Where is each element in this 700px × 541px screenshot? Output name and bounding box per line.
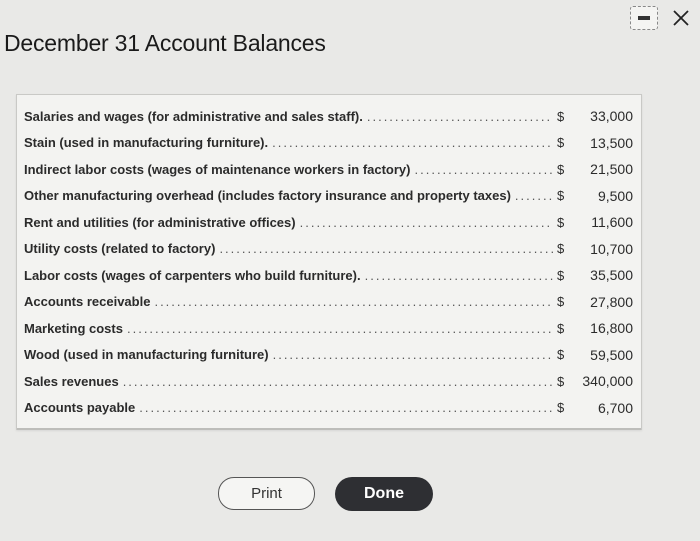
row-amount: 16,800 — [590, 320, 633, 337]
row-amount: 11,600 — [591, 214, 633, 231]
row-label: Salaries and wages (for administrative and sales staff). — [24, 108, 363, 124]
currency-symbol: $ — [557, 267, 565, 283]
table-row — [24, 315, 633, 342]
leader-dots — [139, 400, 553, 415]
row-amount: 13,500 — [590, 134, 633, 151]
leader-dots — [123, 374, 553, 389]
table-row — [24, 342, 633, 369]
close-icon — [672, 9, 690, 27]
table-rows — [24, 103, 633, 423]
row-amount: 33,000 — [590, 108, 633, 125]
row-amount: 59,500 — [590, 346, 633, 363]
done-button[interactable]: Done — [335, 477, 433, 511]
table-row — [24, 395, 633, 422]
leader-dots — [273, 347, 553, 362]
currency-symbol: $ — [557, 188, 565, 204]
leader-dots — [219, 241, 553, 256]
leader-dots — [367, 109, 553, 124]
currency-symbol: $ — [557, 373, 565, 389]
currency-symbol: $ — [557, 108, 565, 124]
row-amount: 21,500 — [590, 161, 633, 178]
leader-dots — [415, 162, 554, 177]
row-label: Indirect labor costs (wages of maintenance workers in factory) — [24, 161, 411, 177]
row-label: Stain (used in manufacturing furniture). — [24, 135, 269, 151]
row-label: Accounts receivable — [24, 294, 151, 310]
table-row — [24, 156, 633, 183]
row-amount: 10,700 — [590, 240, 633, 257]
leader-dots — [365, 268, 553, 283]
table-row — [24, 262, 633, 289]
row-label: Rent and utilities (for administrative offices) — [24, 214, 296, 230]
table-row — [24, 236, 633, 263]
leader-dots — [272, 135, 553, 150]
table-row — [24, 368, 633, 395]
row-amount: 35,500 — [590, 267, 633, 284]
minimize-icon — [638, 16, 650, 20]
leader-dots — [154, 294, 553, 309]
row-label: Other manufacturing overhead (includes factory insurance and property taxes) — [24, 188, 511, 204]
currency-symbol: $ — [557, 135, 565, 151]
row-label: Sales revenues — [24, 373, 119, 389]
currency-symbol: $ — [557, 161, 565, 177]
row-amount: 340,000 — [582, 373, 633, 390]
row-amount: 6,700 — [597, 399, 633, 416]
row-label: Utility costs (related to factory) — [24, 241, 216, 257]
window-controls — [630, 6, 692, 30]
row-label: Marketing costs — [24, 320, 123, 336]
row-label: Wood (used in manufacturing furniture) — [24, 347, 269, 363]
currency-symbol: $ — [557, 320, 565, 336]
page-title: December 31 Account Balances — [4, 30, 326, 56]
table-row — [24, 130, 633, 157]
print-button[interactable]: Print — [218, 477, 315, 510]
row-amount: 9,500 — [597, 187, 633, 204]
currency-symbol: $ — [557, 214, 565, 230]
leader-dots — [127, 321, 553, 336]
currency-symbol: $ — [557, 347, 565, 363]
currency-symbol: $ — [557, 241, 565, 257]
leader-dots — [300, 215, 553, 230]
table-row — [24, 209, 633, 236]
currency-symbol: $ — [557, 400, 565, 416]
row-label: Labor costs (wages of carpenters who build furniture). — [24, 267, 361, 283]
row-label: Accounts payable — [24, 400, 136, 416]
table-row — [24, 103, 633, 130]
minimize-button[interactable] — [630, 6, 658, 30]
close-button[interactable] — [670, 7, 692, 29]
table-row — [24, 289, 633, 316]
leader-dots — [515, 188, 553, 203]
table-row — [24, 183, 633, 210]
row-amount: 27,800 — [590, 293, 633, 310]
account-balances-table — [16, 94, 642, 430]
currency-symbol: $ — [557, 294, 565, 310]
table-bottom-divider — [17, 428, 641, 430]
